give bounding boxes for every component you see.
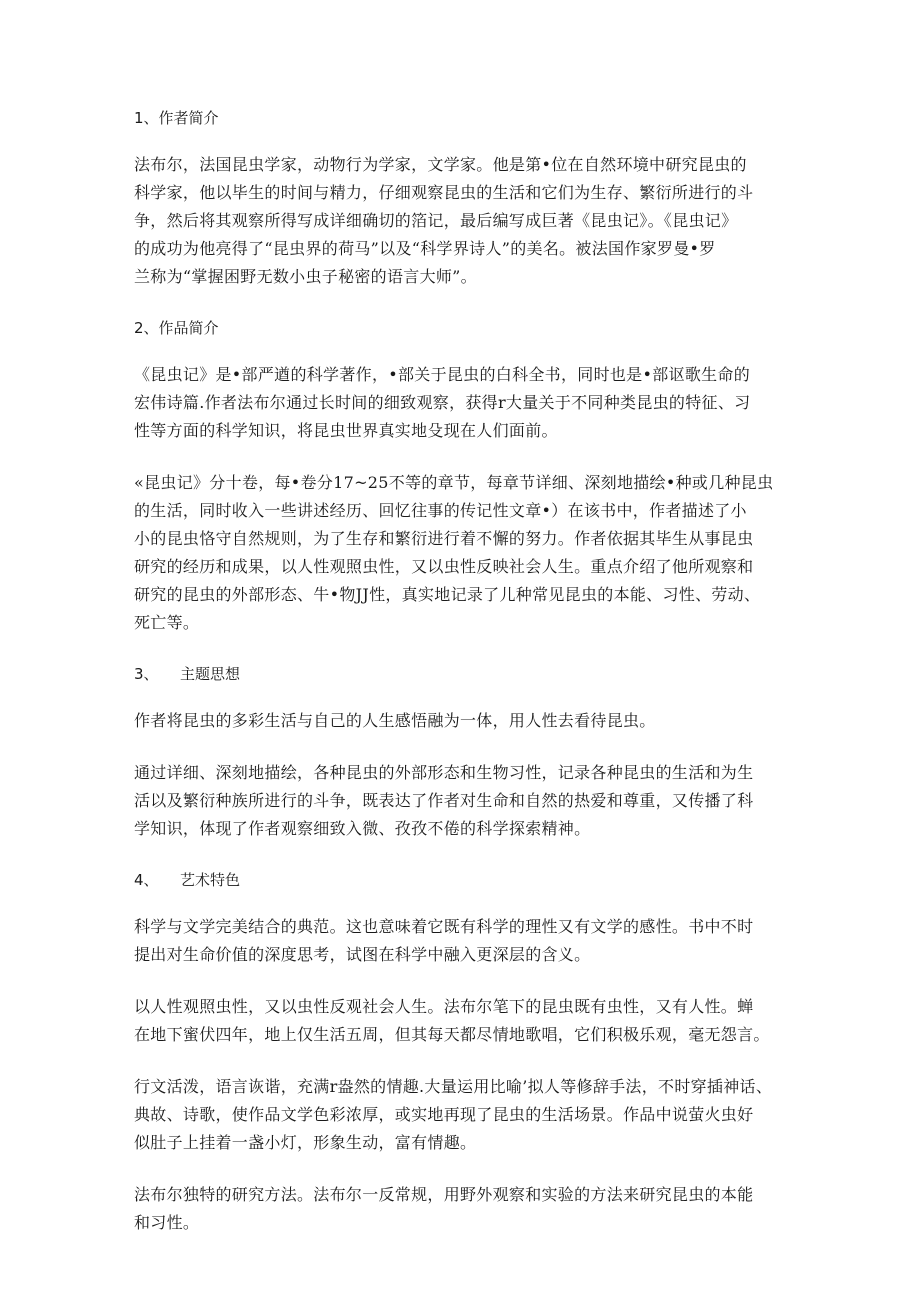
paragraph-line: 科学家，他以毕生的时间与精力，仔细观察昆虫的生活和它们为生存、繁衍所进行的斗 <box>134 183 754 202</box>
paragraph-line: 的生活，同时收入一些讲述经历、回忆往事的传记性文章•）在该书中，作者描述了小 <box>134 501 747 520</box>
paragraph-line: 法布尔独特的研究方法。法布尔一反常规，用野外观察和实验的方法来研究昆虫的本能 <box>134 1185 754 1204</box>
paragraph-line: 的成功为他亮得了“昆虫界的荷马”以及“科学界诗人”的美名。被法国作家罗曼•罗 <box>134 239 716 258</box>
paragraph-line: 在地下蜜伏四年，地上仅生活五周，但其每天都尽情地歌唱，它们积极乐观，毫无怨言。 <box>134 1025 770 1044</box>
paragraph-line: 法布尔，法国昆虫学家，动物行为学家，文学家。他是第•位在自然环境中研究昆虫的 <box>134 155 747 174</box>
paragraph-line: 科学与文学完美结合的典范。这也意味着它既有科学的理性又有文学的感性。书中不时 <box>134 917 754 936</box>
section-heading <box>134 103 794 133</box>
section-title: 作者简介 <box>158 109 219 127</box>
paragraph-line: 典故、诗歌，使作品文学色彩浓厚，或实地再现了昆虫的生活场景。作品中说萤火虫好 <box>134 1105 754 1124</box>
section-title: 艺术特色 <box>180 871 241 889</box>
paragraph-line: 通过详细、深刻地描绘，各种昆虫的外部形态和生物习性，记录各种昆虫的生活和为生 <box>134 763 754 782</box>
body-paragraph <box>134 151 794 291</box>
paragraph-line: 似肚子上挂着一盏小灯，形象生动，富有情趣。 <box>134 1133 477 1152</box>
paragraph-line: 以人性观照虫性，又以虫性反观社会人生。法布尔笔下的昆虫既有虫性，又有人性。蝉 <box>134 997 754 1016</box>
paragraph-line: 学知识，体现了作者观察细致入微、孜孜不倦的科学探索精神。 <box>134 819 591 838</box>
paragraph-line: 研究的经历和成果，以人性观照虫性，又以虫性反映社会人生。重点介绍了他所观察和 <box>134 557 754 576</box>
paragraph-line: «昆虫记》分十卷，每•卷分17~25不等的章节，每章节详细、深刻地描绘•种或几种昆虫 <box>134 473 774 492</box>
section-number: 4、 <box>134 871 159 889</box>
paragraph-line: 小的昆虫恪守自然规则，为了生存和繁衍进行着不懈的努力。作者依据其毕生从事昆虫 <box>134 529 754 548</box>
body-paragraph <box>134 913 794 969</box>
paragraph-line: 兰称为“掌握困野无数小虫子秘密的语言大师”。 <box>134 267 477 286</box>
body-paragraph <box>134 993 794 1049</box>
paragraph-line: 宏伟诗篇.作者法布尔通过长时间的细致观察，获得r大量关于不同种类昆虫的特征、习 <box>134 393 751 412</box>
paragraph-line: 死亡等。 <box>134 613 200 632</box>
section-heading <box>134 865 794 895</box>
section-heading <box>134 313 794 343</box>
paragraph-line: 提出对生命价值的深度思考，试图在科学中融入更深层的含义。 <box>134 945 591 964</box>
section-title: 作品简介 <box>158 319 219 337</box>
section-heading <box>134 659 794 689</box>
paragraph-line: 性等方面的科学知识，将昆虫世界真实地殳现在人们面前。 <box>134 421 558 440</box>
document-body <box>134 103 794 1237</box>
body-paragraph <box>134 1073 794 1157</box>
body-paragraph <box>134 1181 794 1237</box>
body-paragraph <box>134 759 794 843</box>
section-number: 2、 <box>134 319 159 337</box>
body-paragraph <box>134 469 794 637</box>
section-number: 3、 <box>134 665 159 683</box>
section-title: 主题思想 <box>180 665 241 683</box>
paragraph-line: 争，然后将其观察所得写成详细确切的箔记，最后编写成巨著《昆虫记》。《昆虫记》 <box>134 211 738 230</box>
paragraph-line: 和习性。 <box>134 1213 200 1232</box>
section-number: 1、 <box>134 109 159 127</box>
body-paragraph <box>134 361 794 445</box>
paragraph-line: 《昆虫记》是•部严遒的科学著作，•部关于昆虫的白科全书，同时也是•部讴歌生命的 <box>134 365 751 384</box>
paragraph-line: 活以及繁衍种族所进行的斗争，既表达了作者对生命和自然的热爱和尊重，又传播了科 <box>134 791 754 810</box>
paragraph-line: 研究的昆虫的外部形态、牛•物JJ性，真实地记录了儿种常见昆虫的本能、习性、劳动、 <box>134 585 761 604</box>
paragraph-line: 作者将昆虫的多彩生活与自己的人生感悟融为一体，用人性去看待昆虫。 <box>134 711 656 730</box>
paragraph-line: 行文活泼，语言诙谐，充满r盎然的情趣.大量运用比喻’拟人等修辞手法，不时穿插神话、 <box>134 1077 773 1096</box>
body-paragraph <box>134 707 794 735</box>
